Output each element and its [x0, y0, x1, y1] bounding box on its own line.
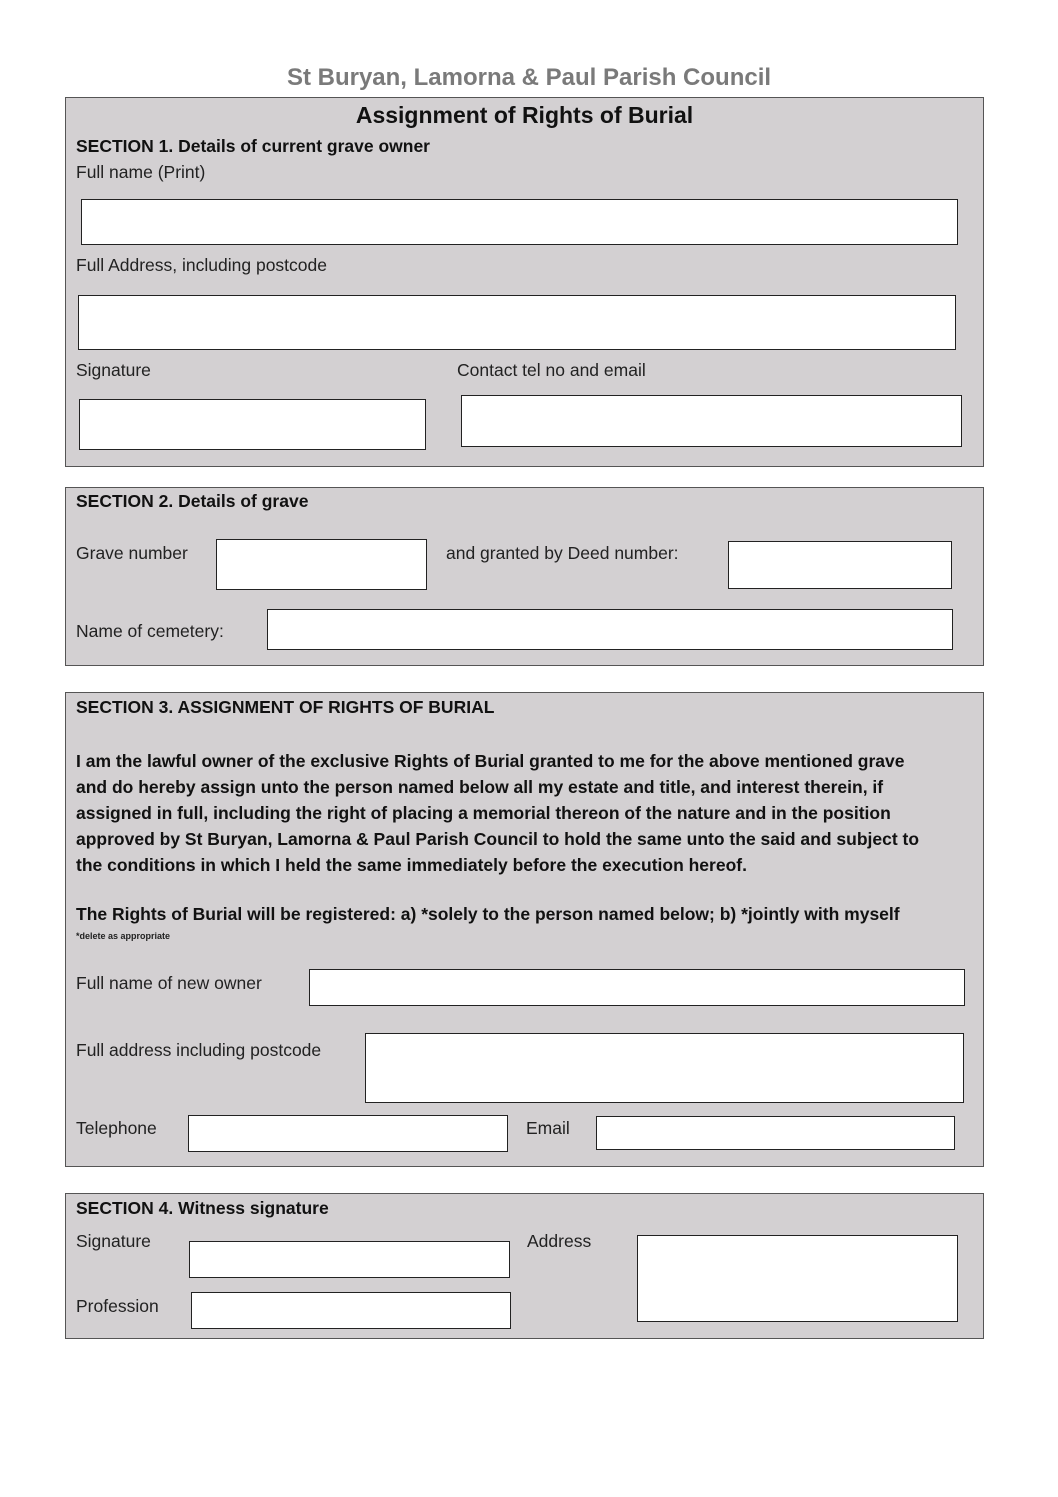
email-label: Email [526, 1118, 570, 1138]
witness-signature-field[interactable] [189, 1241, 510, 1278]
email-field[interactable] [596, 1116, 955, 1150]
owner-signature-field[interactable] [79, 399, 426, 450]
new-owner-name-field[interactable] [309, 969, 965, 1006]
witness-profession-label: Profession [76, 1296, 159, 1316]
new-owner-name-label: Full name of new owner [76, 973, 262, 993]
assignment-line: approved by St Buryan, Lamorna & Paul Parish Council to hold the same unto the said and subject to [76, 829, 920, 849]
witness-signature-label: Signature [76, 1231, 151, 1251]
section-2-heading: SECTION 2. Details of grave [76, 491, 309, 511]
section-4-witness [65, 1193, 984, 1339]
deed-number-field[interactable] [728, 541, 952, 589]
owner-contact-label: Contact tel no and email [457, 360, 646, 380]
witness-address-field[interactable] [637, 1235, 958, 1322]
delete-note: *delete as appropriate [76, 931, 171, 941]
new-owner-address-field[interactable] [365, 1033, 964, 1103]
grave-number-field[interactable] [216, 539, 427, 590]
witness-profession-field[interactable] [191, 1292, 511, 1329]
full-name-label: Full name (Print) [76, 162, 206, 182]
telephone-field[interactable] [188, 1115, 508, 1152]
owner-signature-label: Signature [76, 360, 151, 380]
assignment-line: I am the lawful owner of the exclusive Rights of Burial granted to me for the above mentioned grave [76, 751, 905, 771]
assignment-line: and do hereby assign unto the person named below all my estate and title, and interest therein, if [76, 777, 884, 797]
section-2-grave-details [65, 487, 984, 666]
owner-contact-field[interactable] [461, 395, 962, 447]
section-3-assignment [65, 692, 984, 1167]
owner-address-field[interactable] [78, 295, 956, 350]
new-owner-address-label: Full address including postcode [76, 1040, 322, 1060]
form-title: Assignment of Rights of Burial [355, 102, 694, 128]
assignment-line: the conditions in which I held the same immediately before the execution hereof. [76, 855, 747, 875]
section-1-heading: SECTION 1. Details of current grave owner [76, 136, 430, 156]
owner-full-name-field[interactable] [81, 199, 958, 245]
telephone-label: Telephone [76, 1118, 157, 1138]
assignment-statement [76, 748, 976, 878]
cemetery-label: Name of cemetery: [76, 621, 224, 641]
assignment-line: assigned in full, including the right of placing a memorial thereon of the nature and in the position [76, 803, 891, 823]
witness-address-label: Address [527, 1231, 592, 1251]
council-name: St Buryan, Lamorna & Paul Parish Council [286, 64, 772, 91]
deed-number-label: and granted by Deed number: [446, 543, 679, 563]
section-4-heading: SECTION 4. Witness signature [76, 1198, 329, 1218]
grave-number-label: Grave number [76, 543, 188, 563]
cemetery-name-field[interactable] [267, 609, 953, 650]
section-3-heading: SECTION 3. ASSIGNMENT OF RIGHTS OF BURIAL [76, 697, 495, 717]
owner-address-label: Full Address, including postcode [76, 255, 327, 275]
registration-statement: The Rights of Burial will be registered: a) *solely to the person named below; b) *jointly with myself [76, 904, 900, 924]
section-1-current-owner [65, 97, 984, 467]
